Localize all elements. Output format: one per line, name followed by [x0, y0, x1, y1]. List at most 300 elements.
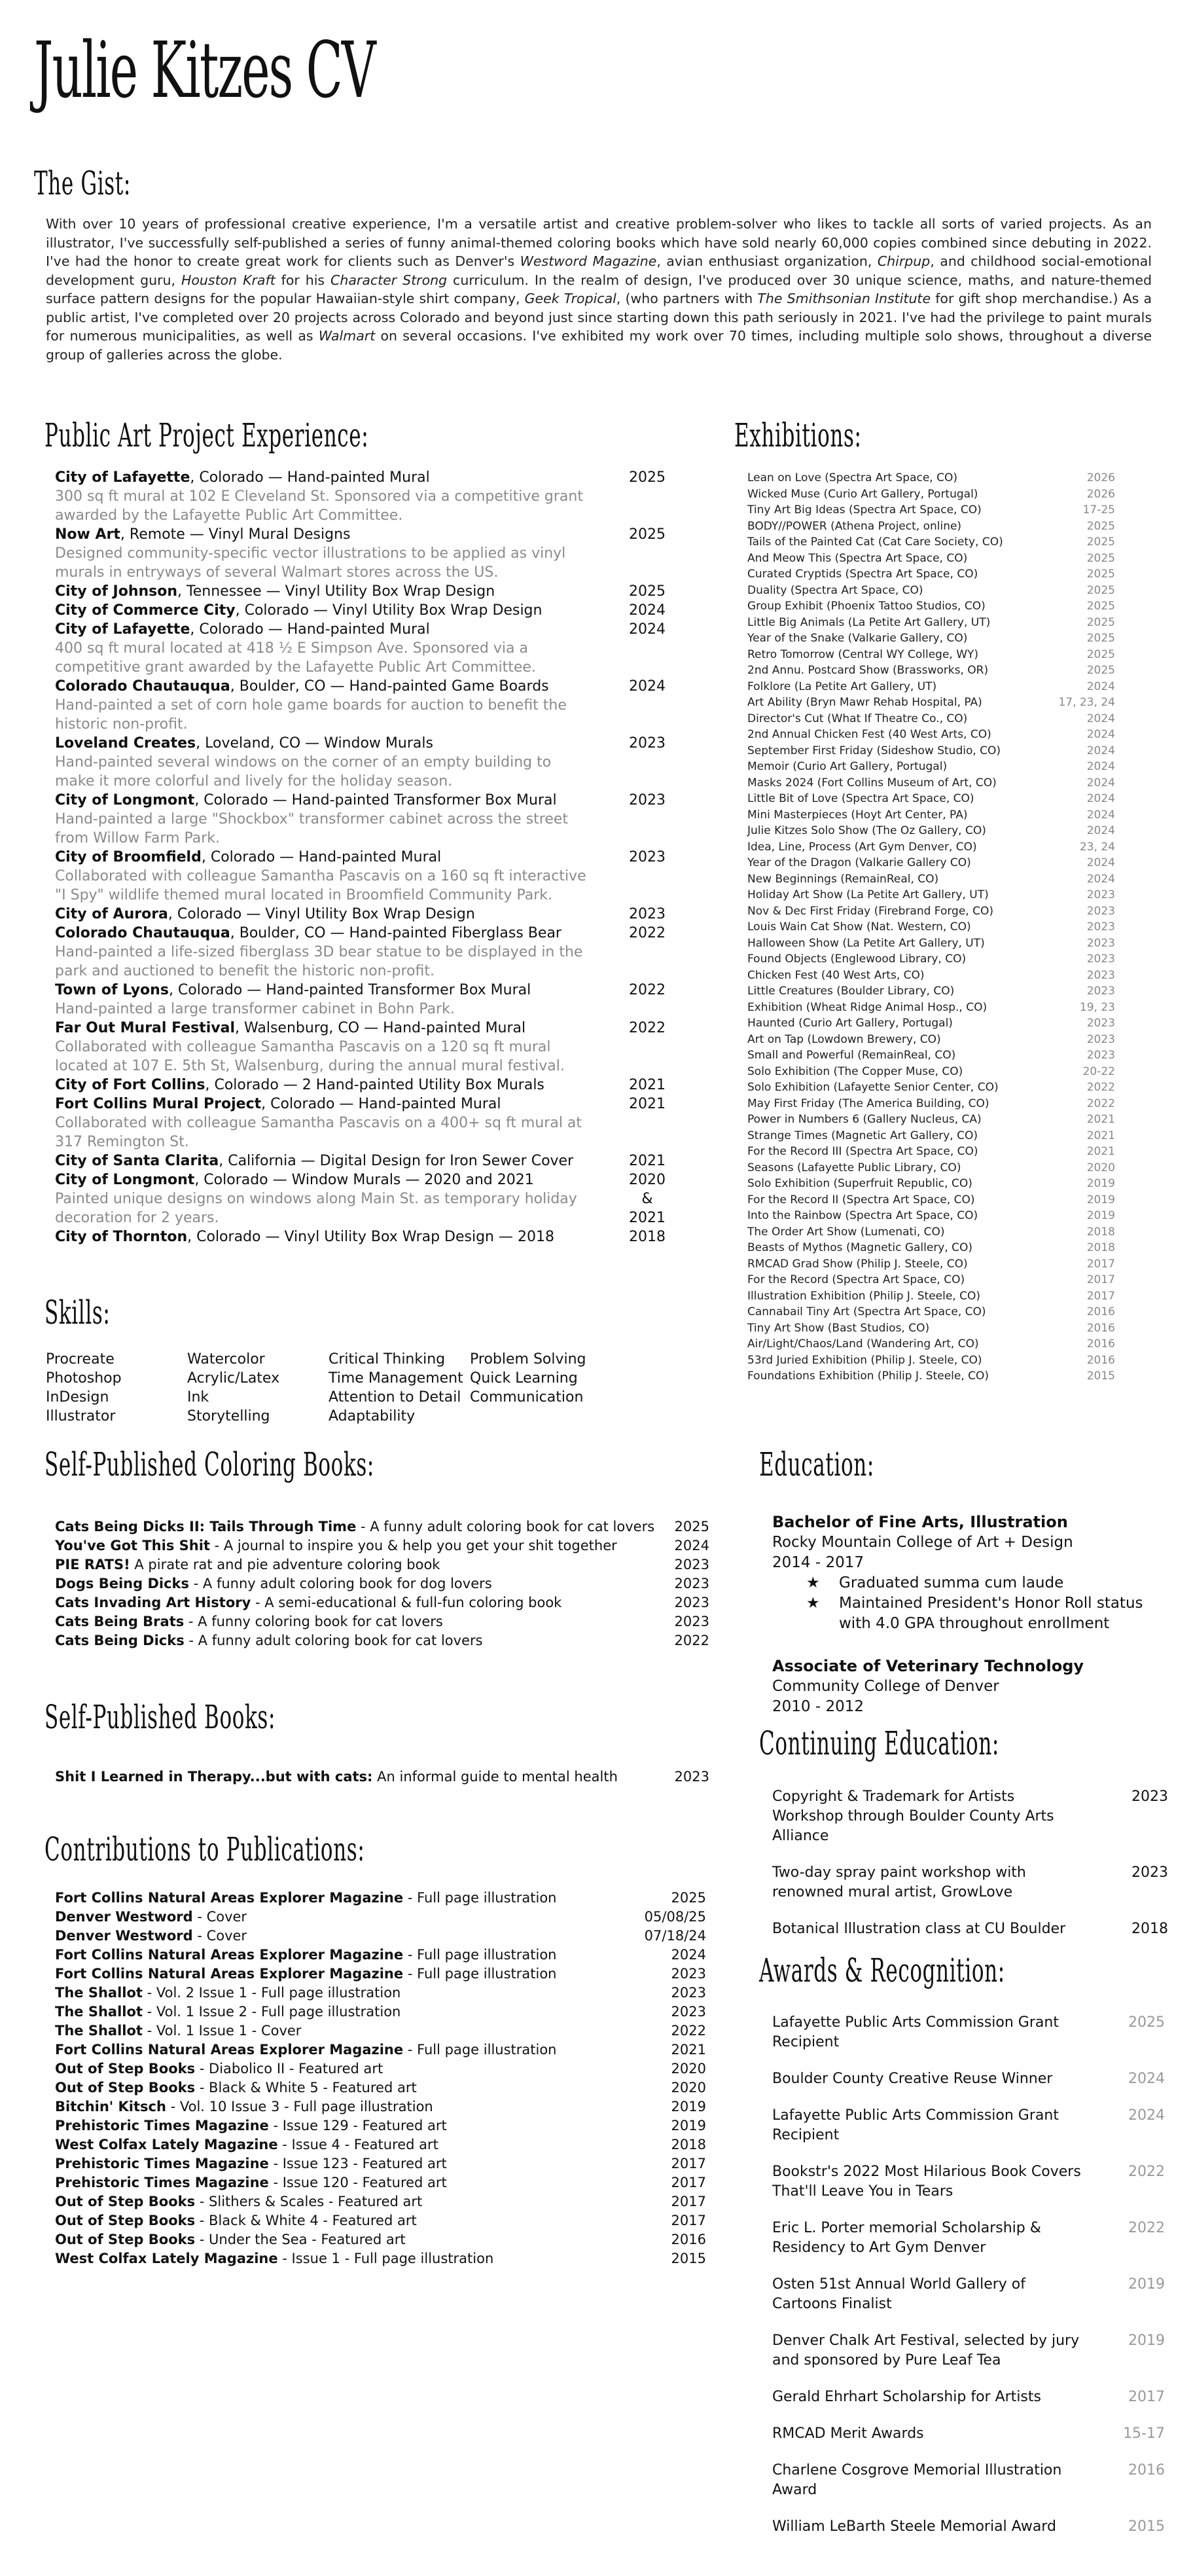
course-title: Two-day spray paint workshop with renowned mural artist, GrowLove [772, 1864, 1026, 1900]
public-art-client: City of Aurora [55, 906, 168, 922]
publication-name: Out of Step Books [55, 2080, 196, 2095]
exhibition-row [747, 791, 1115, 807]
public-art-client: City of Johnson [55, 583, 178, 600]
exhibition-name: Halloween Show (La Petite Art Gallery, UT) [747, 936, 985, 950]
exhibition-name: Retro Tomorrow (Central WY College, WY) [747, 647, 979, 661]
public-art-client: Loveland Creates [55, 735, 196, 752]
degree-title: Associate of Veterinary Technology [772, 1657, 1084, 1675]
public-art-year: 2025 [629, 469, 666, 486]
award-title: Osten 51st Annual World Gallery of Cartoons Finalist [772, 2276, 1026, 2312]
exhibition-name: Foundations Exhibition (Philip J. Steele, CO) [747, 1370, 989, 1383]
exhibition-row [747, 695, 1115, 711]
public-art-client: City of Longmont [55, 1172, 195, 1188]
award-row [772, 2424, 1165, 2444]
exhibition-row [747, 1352, 1115, 1369]
coloring-book-row [55, 1517, 709, 1536]
public-art-description: 300 sq ft mural at 102 E Cleveland St. Sponsored via a competitive grant awarded by the Lafayette Public Art Committee. [55, 488, 583, 524]
award-year: 2019 [1128, 2276, 1165, 2293]
exhibition-row [747, 1208, 1115, 1224]
publication-year: 2023 [671, 2004, 706, 2020]
book-year: 2023 [674, 1769, 709, 1785]
exhibition-row [747, 630, 1115, 647]
award-year: 2015 [1128, 2518, 1165, 2535]
public-art-row [55, 848, 670, 905]
public-art-body [55, 468, 624, 525]
public-art-title: Colorado Chautauqua, Boulder, CO — Hand-painted Game Boards [55, 678, 549, 695]
publication-detail: - Full page illustration [403, 1947, 557, 1963]
publication-title [55, 2192, 671, 2211]
coloring-book-title [55, 1612, 675, 1631]
exhibition-row [747, 1288, 1115, 1305]
exhibition-row [747, 759, 1115, 775]
degree-note: ★ Maintained President's Honor Roll status with 4.0 GPA throughout enrollment [806, 1593, 1165, 1634]
book-row [55, 1768, 709, 1787]
exhibition-year: 2025 [1086, 519, 1115, 533]
exhibition-name: Duality (Spectra Art Space, CO) [747, 583, 923, 597]
coloring-book-row [55, 1593, 709, 1612]
public-art-client: City of Longmont [55, 792, 195, 808]
coloring-book-title [55, 1631, 675, 1650]
exhibition-year: 2019 [1086, 1193, 1115, 1206]
public-art-title: Loveland Creates, Loveland, CO — Window Murals [55, 735, 433, 752]
exhibition-year: 2023 [1086, 1017, 1115, 1030]
public-art-client: City of Broomfield [55, 849, 202, 865]
publication-title [55, 2041, 671, 2059]
skill-item: Acrylic/Latex [187, 1370, 280, 1387]
public-art-row [55, 582, 670, 601]
exhibition-name: Little Bit of Love (Spectra Art Space, CO) [747, 792, 974, 805]
exhibition-name: Group Exhibit (Phoenix Tattoo Studios, CO) [747, 600, 986, 613]
public-art-year: 2022 [629, 1020, 666, 1036]
public-art-client: Colorado Chautauqua [55, 925, 230, 941]
course-year: 2023 [1131, 1864, 1168, 1881]
exhibition-name: Tails of the Painted Cat (Cat Care Society, CO) [747, 535, 1003, 549]
award-year: 2022 [1128, 2164, 1165, 2180]
publication-detail: - Cover [192, 1909, 247, 1925]
public-art-item [55, 981, 670, 1019]
exhibition-row [747, 839, 1115, 856]
publication-detail: - Diabolico II - Featured art [195, 2061, 383, 2077]
public-art-item [55, 1019, 670, 1076]
course-year: 2023 [1131, 1788, 1168, 1805]
award-title: Eric L. Porter memorial Scholarship & Residency to Art Gym Denver [772, 2220, 1041, 2256]
public-art-item [55, 734, 670, 791]
publication-name: Fort Collins Natural Areas Explorer Magazine [55, 1966, 404, 1982]
skills-heading: Skills: [45, 1294, 111, 1332]
exhibition-name: May First Friday (The America Building, CO) [747, 1097, 989, 1110]
public-art-title: Town of Lyons, Colorado — Hand-painted Transformer Box Mural [55, 982, 531, 998]
publication-title [55, 2116, 671, 2135]
degree-notes [806, 1573, 1165, 1634]
exhibition-row [747, 1336, 1115, 1352]
exhibition-year: 2024 [1086, 744, 1115, 757]
exhibition-row [747, 502, 1115, 518]
public-art-body [55, 677, 624, 734]
exhibition-year: 2021 [1086, 1113, 1115, 1126]
exhibition-row [747, 919, 1115, 935]
publication-year: 2015 [671, 2251, 706, 2266]
exhibition-row [747, 1224, 1115, 1241]
exhibition-name: New Beginnings (RemainReal, CO) [747, 872, 939, 886]
publication-row [55, 1889, 706, 1908]
exhibition-year: 2020 [1086, 1161, 1115, 1174]
public-art-row [55, 1227, 670, 1246]
exhibition-name: Tiny Art Show (Bast Studios, CO) [747, 1321, 930, 1335]
public-art-title: City of Santa Clarita, California — Digital Design for Iron Sewer Cover [55, 1153, 574, 1169]
public-art-row [55, 525, 670, 582]
exhibition-year: 2018 [1086, 1225, 1115, 1239]
award-year: 2017 [1128, 2389, 1165, 2405]
books-list [55, 1768, 709, 1787]
publication-row [55, 2022, 706, 2041]
public-art-description: Hand-painted several windows on the corner of an empty building to make it more colorful and lively for the holiday season. [55, 754, 552, 789]
exhibition-row [747, 1096, 1115, 1112]
coloring-book-row [55, 1555, 709, 1574]
skill-item: Time Management [329, 1370, 463, 1387]
award-title: Bookstr's 2022 Most Hilarious Book Covers That'll Leave You in Tears [772, 2164, 1081, 2200]
exhibition-row [747, 534, 1115, 551]
exhibition-year: 2017 [1086, 1273, 1115, 1286]
exhibition-row [747, 518, 1115, 535]
publication-row [55, 2192, 706, 2211]
public-art-body [55, 1095, 624, 1152]
coloring-book-row [55, 1631, 709, 1650]
public-art-description: Designed community-specific vector illustrations to be applied as vinyl murals in entryways of several Walmart stores across the US. [55, 545, 566, 581]
exhibition-row [747, 1192, 1115, 1208]
exhibition-name: Memoir (Curio Art Gallery, Portugal) [747, 760, 948, 773]
public-art-item [55, 1095, 670, 1152]
coloring-book-year: 2022 [674, 1633, 709, 1648]
award-row [772, 2275, 1165, 2314]
exhibition-year: 2025 [1086, 615, 1115, 629]
education-heading: Education: [759, 1445, 874, 1483]
publication-title [55, 1889, 671, 1908]
award-title: Charlene Cosgrove Memorial Illustration Award [772, 2462, 1062, 2498]
publication-detail: - Issue 120 - Featured art [268, 2175, 447, 2190]
publication-row [55, 2097, 706, 2116]
public-art-row [55, 1152, 670, 1170]
coloring-book-detail: A pirate rat and pie adventure coloring book [130, 1557, 440, 1572]
exhibition-row [747, 775, 1115, 791]
coloring-book-year: 2023 [674, 1576, 709, 1591]
education-list [772, 1512, 1165, 1717]
award-row [772, 2219, 1165, 2258]
public-art-title: City of Johnson, Tennessee — Vinyl Utility Box Wrap Design [55, 583, 495, 600]
degree-years: 2014 - 2017 [772, 1554, 864, 1571]
publication-detail: - Full page illustration [403, 2042, 557, 2058]
exhibition-name: Lean on Love (Spectra Art Space, CO) [747, 471, 957, 484]
exhibition-name: Strange Times (Magnetic Art Gallery, CO) [747, 1129, 978, 1142]
public-art-row [55, 620, 670, 677]
skill-item: Procreate [46, 1351, 115, 1368]
publication-year: 2024 [671, 1947, 706, 1963]
publication-detail: - Black & White 4 - Featured art [195, 2213, 417, 2228]
exhibition-year: 2023 [1086, 936, 1115, 950]
publication-detail: - Full page illustration [403, 1966, 557, 1982]
exhibition-year: 2025 [1086, 535, 1115, 549]
public-art-client: City of Lafayette [55, 469, 190, 486]
skill-item: Ink [187, 1389, 209, 1406]
public-art-body [55, 981, 624, 1019]
exhibition-year: 2023 [1086, 1049, 1115, 1062]
skill-item: Communication [470, 1389, 584, 1406]
public-art-item [55, 791, 670, 848]
book-detail: An informal guide to mental health [372, 1769, 618, 1785]
award-title: Lafayette Public Arts Commission Grant Recipient [772, 2014, 1059, 2050]
publication-year: 2025 [671, 1890, 706, 1906]
coloring-book-title [55, 1517, 675, 1536]
publication-detail: - Issue 1 - Full page illustration [277, 2251, 494, 2266]
exhibition-name: Art Ability (Bryn Mawr Rehab Hospital, PA) [747, 696, 982, 709]
public-art-description: Hand-painted a large "Shockbox" transformer cabinet across the street from Willow Farm Park. [55, 811, 569, 846]
publication-name: Prehistoric Times Magazine [55, 2118, 269, 2133]
coloring-book-title [55, 1593, 675, 1612]
public-art-item [55, 1152, 670, 1170]
exhibition-row [747, 662, 1115, 679]
exhibition-year: 2023 [1086, 904, 1115, 918]
exhibition-name: Exhibition (Wheat Ridge Animal Hosp., CO) [747, 1000, 988, 1014]
exhibition-year: 2024 [1086, 728, 1115, 741]
exhibition-year: 2022 [1086, 1097, 1115, 1110]
publication-year: 2023 [671, 1985, 706, 2001]
exhibition-year: 2024 [1086, 808, 1115, 822]
publication-name: Out of Step Books [55, 2213, 196, 2228]
award-title: Gerald Ehrhart Scholarship for Artists [772, 2389, 1041, 2405]
exhibition-name: Holiday Art Show (La Petite Art Gallery, UT) [747, 888, 989, 901]
publication-row [55, 2173, 706, 2192]
public-art-description: Collaborated with colleague Samantha Pascavis on a 160 sq ft interactive "I Spy" wildlife themed mural located in Broomfield Community Park. [55, 868, 586, 903]
exhibition-name: Little Big Animals (La Petite Art Gallery, UT) [747, 615, 991, 629]
publication-year: 07/18/24 [644, 1928, 706, 1944]
public-art-item [55, 1170, 670, 1227]
exhibition-row [747, 951, 1115, 968]
publication-name: Out of Step Books [55, 2232, 196, 2247]
exhibition-year: 2016 [1086, 1305, 1115, 1318]
publication-row [55, 1927, 706, 1946]
public-art-year: 2024 [629, 621, 666, 638]
public-art-year: 2023 [629, 735, 666, 752]
award-year: 2024 [1128, 2071, 1165, 2087]
publication-year: 2022 [671, 2023, 706, 2039]
public-art-title: City of Lafayette, Colorado — Hand-painted Mural [55, 621, 430, 638]
publication-detail: - Issue 129 - Featured art [268, 2118, 447, 2133]
book-title [55, 1768, 675, 1787]
award-title: Denver Chalk Art Festival, selected by jury and sponsored by Pure Leaf Tea [772, 2332, 1080, 2368]
book-name: Shit I Learned in Therapy...but with cats: [55, 1769, 373, 1785]
coloring-book-name: Cats Being Brats [55, 1614, 185, 1629]
exhibition-year: 2024 [1086, 872, 1115, 886]
exhibition-row [747, 679, 1115, 695]
degree-block [772, 1512, 1165, 1634]
publication-title [55, 1984, 671, 2003]
public-art-row [55, 677, 670, 734]
exhibition-name: Illustration Exhibition (Philip J. Steele, CO) [747, 1289, 981, 1303]
exhibition-row [747, 1032, 1115, 1048]
coloring-book-year: 2024 [674, 1538, 709, 1553]
publication-name: Out of Step Books [55, 2061, 196, 2077]
coloring-book-year: 2023 [674, 1595, 709, 1610]
public-art-year: 2022 [629, 925, 666, 941]
degree-school: Rocky Mountain College of Art + Design [772, 1534, 1073, 1551]
exhibition-year: 2024 [1086, 680, 1115, 693]
exhibition-row [747, 855, 1115, 871]
exhibition-year: 2021 [1086, 1145, 1115, 1158]
publication-row [55, 1908, 706, 1927]
skill-item: Critical Thinking [329, 1351, 446, 1368]
public-art-item [55, 905, 670, 924]
exhibition-year: 2024 [1086, 760, 1115, 773]
exhibition-row [747, 1320, 1115, 1337]
exhibition-row [747, 1000, 1115, 1016]
course-title: Botanical Illustration class at CU Boulder [772, 1921, 1066, 1937]
skills-column [329, 1350, 470, 1426]
exhibition-name: Year of the Snake (Valkarie Gallery, CO) [747, 632, 968, 645]
publication-year: 2017 [671, 2194, 706, 2209]
exhibition-name: Chicken Fest (40 West Arts, CO) [747, 968, 925, 982]
public-art-title: City of Fort Collins, Colorado — 2 Hand-painted Utility Box Murals [55, 1077, 544, 1093]
public-art-year: 2023 [629, 792, 666, 808]
exhibition-year: 2025 [1086, 551, 1115, 565]
public-art-client: City of Thornton [55, 1229, 188, 1245]
publication-title [55, 1927, 645, 1946]
exhibition-name: Nov & Dec First Friday (Firebrand Forge, CO) [747, 904, 993, 918]
publication-row [55, 2078, 706, 2097]
public-art-year: 2024 [629, 678, 666, 695]
coloring-book-detail: - A funny adult coloring book for cat lovers [356, 1519, 655, 1534]
publication-row [55, 1984, 706, 2003]
course-row [772, 1919, 1168, 1939]
exhibition-row [747, 743, 1115, 759]
exhibition-name: Seasons (Lafayette Public Library, CO) [747, 1161, 961, 1174]
public-art-title: Colorado Chautauqua, Boulder, CO — Hand-painted Fiberglass Bear [55, 925, 561, 941]
skill-item: Watercolor [187, 1351, 265, 1368]
public-art-body [55, 620, 624, 677]
public-art-year: 2022 [629, 982, 666, 998]
exhibition-name: 53rd Juried Exhibition (Philip J. Steele, CO) [747, 1353, 982, 1367]
publication-detail: - Vol. 1 Issue 2 - Full page illustration [142, 2004, 401, 2020]
public-art-year: 2021 [629, 1153, 666, 1169]
exhibition-row [747, 711, 1115, 727]
exhibition-year: 2017 [1086, 1257, 1115, 1271]
public-art-year: 2021 [629, 1077, 666, 1093]
public-art-title: City of Longmont, Colorado — Window Murals — 2020 and 2021 [55, 1172, 534, 1188]
coloring-book-row [55, 1612, 709, 1631]
public-art-row [55, 791, 670, 848]
exhibition-year: 2024 [1086, 712, 1115, 725]
skill-item: Attention to Detail [329, 1389, 461, 1406]
public-art-title: City of Aurora, Colorado — Vinyl Utility Box Wrap Design [55, 906, 475, 922]
exhibition-name: Found Objects (Englewood Library, CO) [747, 952, 967, 966]
coloring-book-title [55, 1574, 675, 1593]
exhibition-row [747, 566, 1115, 583]
exhibition-year: 2025 [1086, 664, 1115, 677]
exhibition-year: 2024 [1086, 792, 1115, 805]
exhibition-row [747, 1160, 1115, 1176]
publication-row [55, 1965, 706, 1984]
public-art-description: 400 sq ft mural located at 418 ½ E Simpson Ave. Sponsored via a competitive grant awarded by the Lafayette Public Art Committee. [55, 640, 536, 676]
exhibition-year: 2025 [1086, 647, 1115, 661]
skill-item: Quick Learning [470, 1370, 578, 1387]
public-art-row [55, 924, 670, 981]
publications-heading: Contributions to Publications: [45, 1830, 365, 1868]
exhibition-row [747, 903, 1115, 920]
awards-list [772, 2013, 1165, 2554]
public-art-client: Fort Collins Mural Project [55, 1096, 262, 1112]
award-title: RMCAD Merit Awards [772, 2425, 924, 2442]
coloring-book-name: Cats Being Dicks II: Tails Through Time [55, 1519, 357, 1534]
public-art-list [55, 468, 670, 1246]
coloring-book-year: 2025 [674, 1519, 709, 1534]
public-art-body [55, 525, 624, 582]
exhibition-name: The Order Art Show (Lumenati, CO) [747, 1225, 945, 1239]
award-year: 2025 [1128, 2014, 1165, 2031]
exhibition-row [747, 823, 1115, 839]
award-row [772, 2461, 1165, 2500]
exhibition-row [747, 647, 1115, 663]
exhibition-name: Mini Masterpieces (Hoyt Art Center, PA) [747, 808, 968, 822]
publication-year: 2017 [671, 2175, 706, 2190]
public-art-row [55, 601, 670, 620]
publication-year: 2017 [671, 2156, 706, 2171]
publications-list [55, 1889, 706, 2268]
public-art-row [55, 905, 670, 924]
public-art-item [55, 601, 670, 620]
exhibition-year: 2023 [1086, 1032, 1115, 1046]
publication-year: 2019 [671, 2118, 706, 2133]
public-art-year: 2025 [629, 526, 666, 543]
publication-name: Fort Collins Natural Areas Explorer Magazine [55, 1890, 404, 1906]
exhibition-year: 23, 24 [1079, 840, 1115, 854]
public-art-body [55, 1170, 624, 1227]
publication-title [55, 1946, 671, 1965]
publication-row [55, 2003, 706, 2022]
award-row [772, 2517, 1165, 2537]
public-art-year: 2025 [629, 583, 666, 600]
publication-title [55, 2154, 671, 2173]
skill-item: Problem Solving [470, 1351, 586, 1368]
publication-detail: - Under the Sea - Featured art [195, 2232, 406, 2247]
exhibition-row [747, 1064, 1115, 1080]
publication-name: Denver Westword [55, 1909, 193, 1925]
degree-block [772, 1656, 1165, 1717]
exhibition-year: 2025 [1086, 632, 1115, 645]
coloring-book-row [55, 1536, 709, 1555]
publication-title [55, 2135, 671, 2154]
publication-year: 2023 [671, 1966, 706, 1982]
publication-title [55, 2230, 671, 2249]
publication-detail: - Vol. 1 Issue 1 - Cover [142, 2023, 302, 2039]
publication-detail: - Issue 4 - Featured art [277, 2137, 438, 2152]
public-art-client: Colorado Chautauqua [55, 678, 230, 695]
skill-item: Adaptability [329, 1408, 416, 1424]
public-art-client: City of Fort Collins [55, 1077, 205, 1093]
exhibition-year: 2019 [1086, 1209, 1115, 1222]
publication-row [55, 2041, 706, 2059]
skills-grid [46, 1350, 611, 1426]
publication-title [55, 2173, 671, 2192]
exhibition-year: 2017 [1086, 1289, 1115, 1303]
exhibitions-heading: Exhibitions: [734, 416, 862, 454]
publication-name: West Colfax Lately Magazine [55, 2137, 278, 2152]
publication-detail: - Full page illustration [403, 1890, 557, 1906]
public-art-year: 2021 [629, 1096, 666, 1112]
exhibition-name: Solo Exhibition (Superfruit Republic, CO) [747, 1177, 972, 1190]
public-art-description: Painted unique designs on windows along Main St. as temporary holiday decoration for 2 years. [55, 1191, 577, 1226]
publication-name: Fort Collins Natural Areas Explorer Magazine [55, 1947, 404, 1963]
publication-title [55, 2003, 671, 2022]
exhibition-row [747, 1256, 1115, 1273]
coloring-book-detail: - A funny adult coloring book for cat lovers [184, 1633, 483, 1648]
